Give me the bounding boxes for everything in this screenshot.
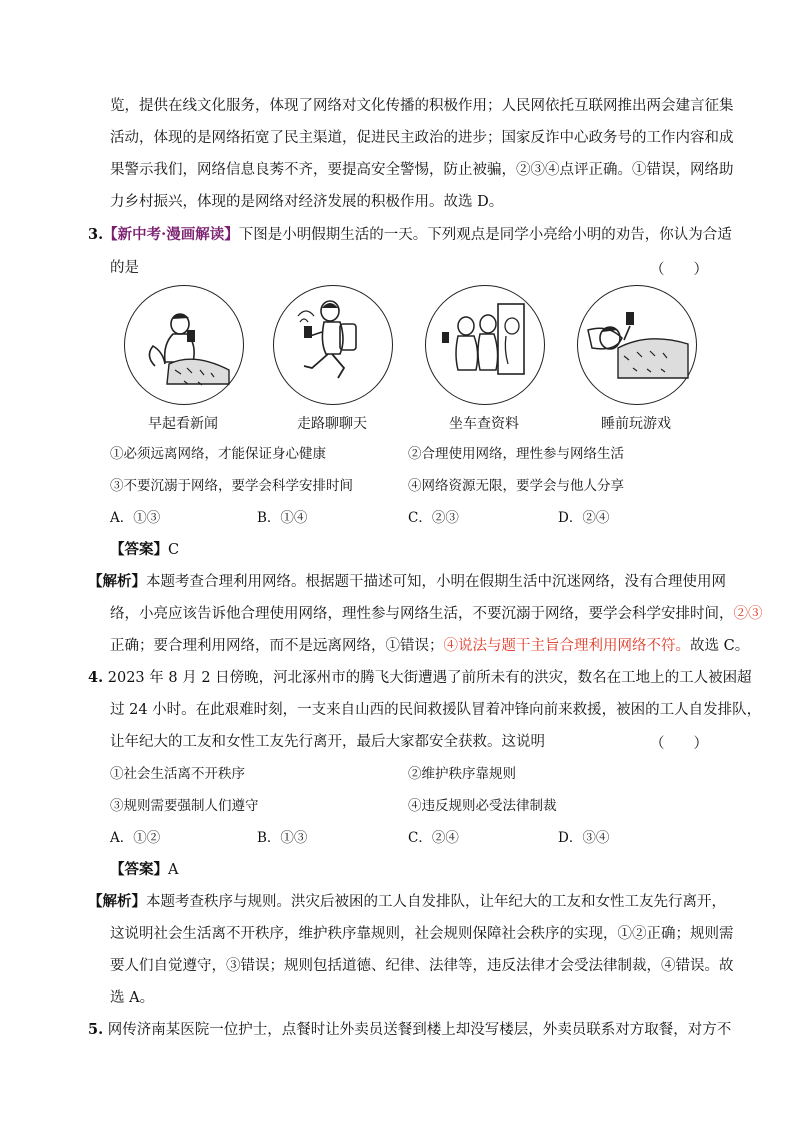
comic-caption: 坐车查资料 bbox=[449, 416, 519, 432]
choice-c: C．②③ bbox=[408, 510, 459, 526]
statement-option: ②维护秩序靠规则 bbox=[408, 766, 516, 782]
comic-bedtime-game-icon bbox=[577, 285, 697, 405]
para-line: 活动，体现的是网络拓宽了民主渠道，促进民主政治的进步；国家反诈中心政务号的工作内容和成 bbox=[110, 130, 734, 146]
comic-caption: 走路聊聊天 bbox=[297, 416, 367, 432]
para-line: 力乡村振兴，体现的是网络对经济发展的积极作用。故选 D。 bbox=[110, 194, 504, 210]
question-number: 4. bbox=[88, 669, 104, 686]
statement-option: ①必须远离网络，才能保证身心健康 bbox=[110, 446, 326, 462]
question-number: 3. bbox=[88, 226, 104, 243]
answer-line: 【答案】A bbox=[110, 861, 179, 878]
comic-bus-research-icon bbox=[425, 285, 545, 405]
para-line: 览，提供在线文化服务，体现了网络对文化传播的积极作用；人民网依托互联网推出两会建言征集 bbox=[110, 98, 734, 114]
answer-value: C bbox=[168, 542, 180, 558]
question-3-stem-line2: 的是 bbox=[110, 260, 139, 276]
explanation-line: 正确；要合理利用网络，而不是远离网络，①错误；④说法与题干主旨合理利用网络不符。故选 C。 bbox=[110, 638, 750, 654]
statement-option: ③规则需要强制人们遵守 bbox=[110, 798, 259, 814]
explanation-line: 【解析】本题考查合理利用网络。根据题干描述可知，小明在假期生活中沉迷网络，没有合理使用网 bbox=[88, 573, 726, 590]
choice-d: D．③④ bbox=[558, 830, 610, 846]
statement-option: ②合理使用网络，理性参与网络生活 bbox=[408, 446, 624, 462]
answer-line: 【答案】C bbox=[110, 541, 180, 558]
choice-b: B．①④ bbox=[257, 510, 308, 526]
explanation-line: 要人们自觉遵守，③错误；规则包括道德、纪律、法律等，违反法律才会受法律制裁，④错误。故 bbox=[110, 958, 734, 974]
question-5-stem: 5. 网传济南某医院一位护士，点餐时让外卖员送餐到楼上却没写楼层，外卖员联系对方取餐，对方不 bbox=[88, 1021, 732, 1038]
question-4-stem-line: 让年纪大的工友和女性工友先行离开，最后大家都安全获救。这说明 bbox=[110, 734, 545, 750]
answer-parentheses: （ ） bbox=[650, 736, 708, 752]
choice-d: D．②④ bbox=[558, 510, 610, 526]
choice-a: A．①③ bbox=[110, 510, 161, 526]
comic-caption: 睡前玩游戏 bbox=[601, 416, 671, 432]
answer-parentheses: （ ） bbox=[650, 262, 708, 278]
choice-b: B．①③ bbox=[257, 830, 308, 846]
question-tag: 【新中考·漫画解读】 bbox=[103, 226, 239, 243]
explanation-line: 这说明社会生活离不开秩序，维护秩序靠规则，社会规则保障社会秩序的实现，①②正确；规则需 bbox=[110, 926, 734, 942]
statement-option: ①社会生活离不开秩序 bbox=[110, 766, 245, 782]
comic-morning-news-icon bbox=[124, 285, 244, 405]
question-3-stem: 3.【新中考·漫画解读】下图是小明假期生活的一天。下列观点是同学小亮给小明的劝告，你认为合适 bbox=[88, 226, 732, 243]
explanation-line: 络，小亮应该告诉他合理使用网络，理性参与网络生活，不要沉溺于网络，要学会科学安排时间，②③ bbox=[110, 606, 763, 622]
comic-walking-chat-icon bbox=[273, 285, 393, 405]
para-line: 果警示我们，网络信息良莠不齐，要提高安全警惕，防止被骗，②③④点评正确。①错误，网络助 bbox=[110, 162, 734, 178]
statement-option: ④网络资源无限，要学会与他人分享 bbox=[408, 478, 624, 494]
choice-a: A．①② bbox=[110, 830, 161, 846]
choice-c: C．②④ bbox=[408, 830, 459, 846]
statement-option: ④违反规则必受法律制裁 bbox=[408, 798, 557, 814]
question-4-stem-line: 过 24 小时。在此艰难时刻，一支来自山西的民间救援队冒着冲锋向前来救援，被困的工人自发排队， bbox=[110, 702, 762, 718]
question-number: 5. bbox=[88, 1021, 104, 1038]
explanation-line: 选 A。 bbox=[110, 990, 155, 1006]
statement-option: ③不要沉溺于网络，要学会科学安排时间 bbox=[110, 478, 353, 494]
comic-caption: 早起看新闻 bbox=[148, 416, 218, 432]
question-4-stem: 4. 2023 年 8 月 2 日傍晚，河北涿州市的腾飞大街遭遇了前所未有的洪灾，数名在工地上的工人被困超 bbox=[88, 669, 752, 686]
answer-value: A bbox=[168, 862, 179, 878]
explanation-line: 【解析】本题考查秩序与规则。洪灾后被困的工人自发排队，让年纪大的工友和女性工友先行离开， bbox=[88, 893, 726, 910]
